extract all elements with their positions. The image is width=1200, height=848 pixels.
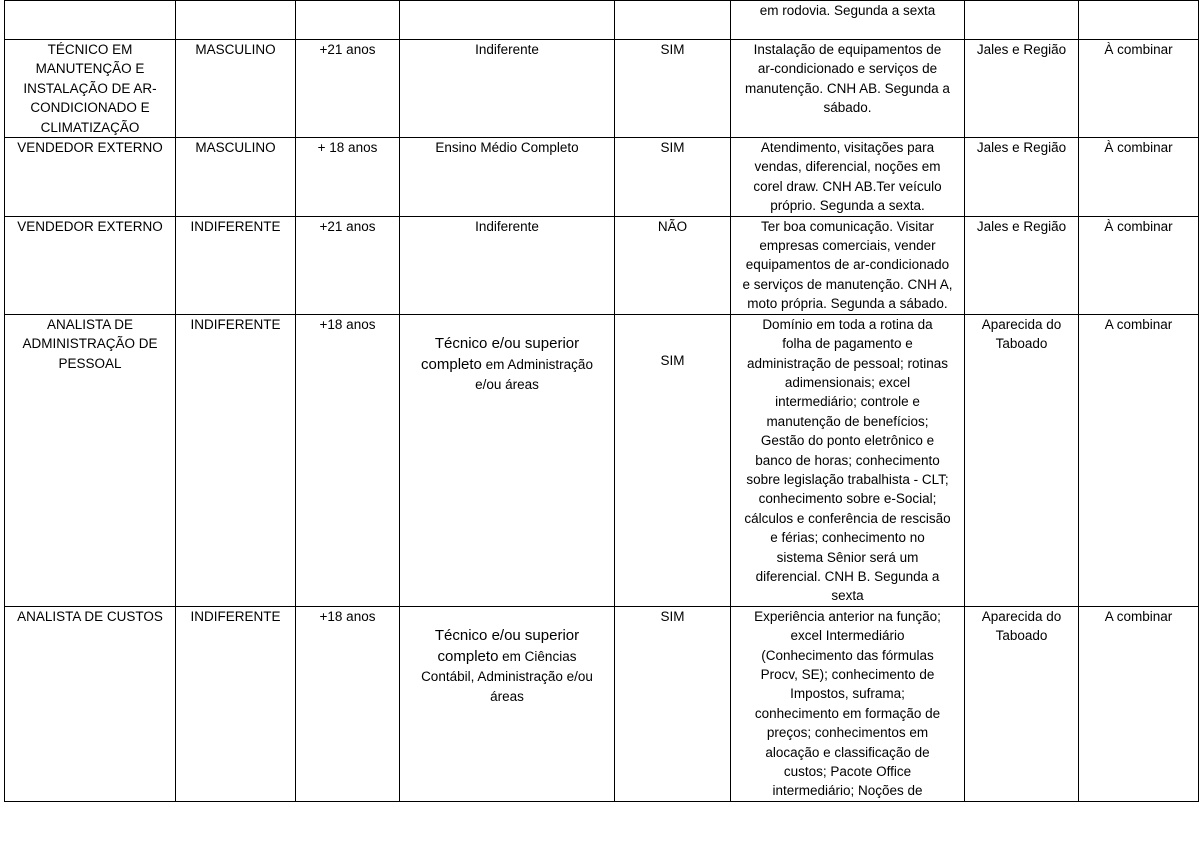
cell-escolaridade: Indiferente bbox=[400, 216, 615, 314]
cell-escolaridade bbox=[400, 606, 615, 801]
table-row bbox=[5, 606, 1199, 801]
cell-sexo: INDIFERENTE bbox=[176, 606, 296, 801]
cell-local bbox=[965, 1, 1079, 40]
table-row bbox=[5, 1, 1199, 40]
escolaridade-rest: em Administração e/ou áreas bbox=[475, 356, 593, 393]
cell-cargo: ANALISTA DE CUSTOS bbox=[5, 606, 176, 801]
cell-salario: À combinar bbox=[1079, 40, 1199, 138]
cell-salario: À combinar bbox=[1079, 138, 1199, 217]
cell-cargo: VENDEDOR EXTERNO bbox=[5, 216, 176, 314]
cell-idade: +21 anos bbox=[296, 40, 400, 138]
cell-experiencia: SIM bbox=[615, 606, 731, 801]
cell-cargo: ANALISTA DE ADMINISTRAÇÃO DE PESSOAL bbox=[5, 314, 176, 606]
escolaridade-main: Técnico e/ou superior completo bbox=[434, 627, 580, 665]
cell-requisitos: em rodovia. Segunda a sexta bbox=[731, 1, 965, 40]
cell-idade: +21 anos bbox=[296, 216, 400, 314]
cell-sexo: INDIFERENTE bbox=[176, 314, 296, 606]
cell-requisitos: Experiência anterior na função; excel Intermediário (Conhecimento das fórmulas Procv, SE); conhecimento de Impostos, suframa; conhecimento em formação de preços; conhecimentos em alocação e classificação de custos; Pacote Office intermediário; Noções de bbox=[731, 606, 965, 801]
cell-idade: +18 anos bbox=[296, 314, 400, 606]
cell-requisitos: Atendimento, visitações para vendas, diferencial, noções em corel draw. CNH AB.Ter veículo próprio. Segunda a sexta. bbox=[731, 138, 965, 217]
cell-idade: +18 anos bbox=[296, 606, 400, 801]
cell-requisitos: Domínio em toda a rotina da folha de pagamento e administração de pessoal; rotinas adimensionais; excel intermediário; controle e manutenção de benefícios; Gestão do ponto eletrônico e banco de horas; conhecimento sobre legislação trabalhista - CLT; conhecimento sobre e-Social; cálculos e conferência de rescisão e férias; conhecimento no sistema Sênior será um diferencial. CNH B. Segunda a sexta bbox=[731, 314, 965, 606]
cell-requisitos: Instalação de equipamentos de ar-condicionado e serviços de manutenção. CNH AB. Segunda a sábado. bbox=[731, 40, 965, 138]
table-row bbox=[5, 40, 1199, 138]
cell-sexo: MASCULINO bbox=[176, 138, 296, 217]
cell-idade bbox=[296, 1, 400, 40]
cell-escolaridade: Indiferente bbox=[400, 40, 615, 138]
cell-escolaridade: Ensino Médio Completo bbox=[400, 138, 615, 217]
cell-experiencia: SIM bbox=[615, 314, 731, 606]
job-listings-table bbox=[4, 0, 1199, 802]
cell-local: Jales e Região bbox=[965, 40, 1079, 138]
cell-local: Jales e Região bbox=[965, 216, 1079, 314]
escolaridade-rest: em Ciências Contábil, Administração e/ou áreas bbox=[421, 648, 593, 704]
cell-local: Aparecida do Taboado bbox=[965, 314, 1079, 606]
cell-sexo: INDIFERENTE bbox=[176, 216, 296, 314]
cell-experiencia: SIM bbox=[615, 138, 731, 217]
cell-sexo bbox=[176, 1, 296, 40]
cell-experiencia bbox=[615, 1, 731, 40]
table-row bbox=[5, 216, 1199, 314]
cell-local: Jales e Região bbox=[965, 138, 1079, 217]
cell-local: Aparecida do Taboado bbox=[965, 606, 1079, 801]
cell-experiencia: SIM bbox=[615, 40, 731, 138]
cell-cargo bbox=[5, 1, 176, 40]
cell-cargo: VENDEDOR EXTERNO bbox=[5, 138, 176, 217]
cell-salario: À combinar bbox=[1079, 216, 1199, 314]
cell-escolaridade bbox=[400, 314, 615, 606]
cell-requisitos: Ter boa comunicação. Visitar empresas comerciais, vender equipamentos de ar-condicionado e serviços de manutenção. CNH A, moto própria. Segunda a sábado. bbox=[731, 216, 965, 314]
table-row bbox=[5, 138, 1199, 217]
cell-salario bbox=[1079, 1, 1199, 40]
cell-cargo: TÉCNICO EM MANUTENÇÃO E INSTALAÇÃO DE AR- CONDICIONADO E CLIMATIZAÇÃO bbox=[5, 40, 176, 138]
cell-salario: A combinar bbox=[1079, 606, 1199, 801]
cell-escolaridade bbox=[400, 1, 615, 40]
cell-idade: + 18 anos bbox=[296, 138, 400, 217]
cell-sexo: MASCULINO bbox=[176, 40, 296, 138]
cell-experiencia: NÃO bbox=[615, 216, 731, 314]
escolaridade-main: Técnico e/ou superior completo bbox=[421, 335, 580, 373]
cell-salario: A combinar bbox=[1079, 314, 1199, 606]
table-row bbox=[5, 314, 1199, 606]
